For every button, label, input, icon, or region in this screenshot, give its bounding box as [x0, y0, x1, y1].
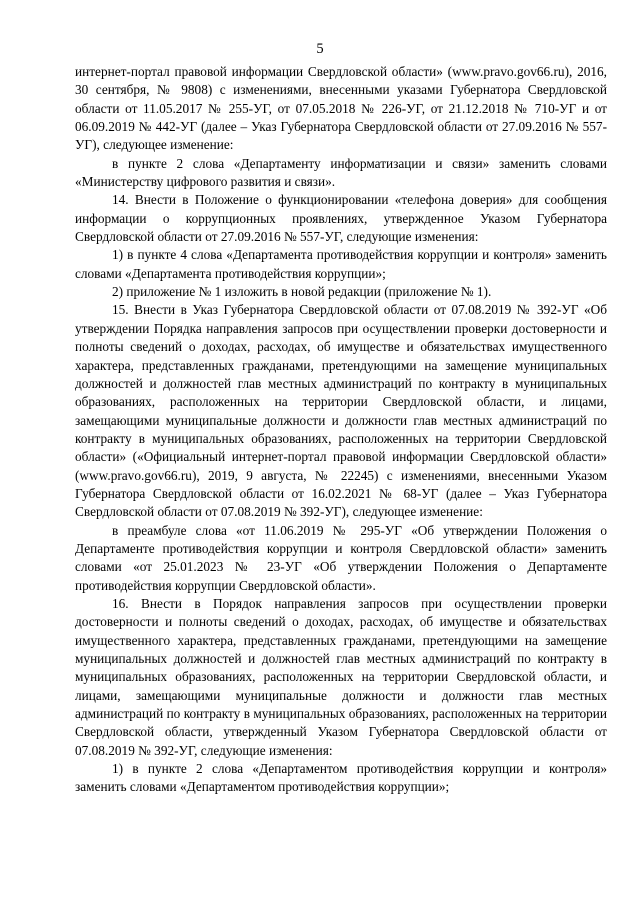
page-number: 5 — [316, 41, 324, 57]
paragraph: в пункте 2 слова «Департаменту информатизации и связи» заменить словами «Министерству цифрового развития и связи». — [75, 155, 607, 190]
paragraph: в преамбуле слова «от 11.06.2019 № 295-УГ «Об утверждении Положения о Департаменте противодействия коррупции и контроля Свердловской области» заменить словами «от 25.01.2023 № 23-УГ «Об утверждении Положения о Департаменте противодействия коррупции Свердловской области». — [75, 522, 607, 593]
paragraph-continuation: интернет-портал правовой информации Свердловской области» (www.pravo.gov66.ru), 2016, 30 сентября, № 9808) с изменениями, внесенными указами Губернатора Свердловской области от 11.05.2017 № 255-УГ, от 07.05.2018 № 226-УГ, от 21.12.2018 № 710-УГ и от 06.09.2019 № 442-УГ (далее – Указ Губернатора Свердловской области от 27.09.2016 № 557-УГ), следующее изменение: — [75, 64, 607, 153]
paragraph-item-14: 14. Внести в Положение о функционировании «телефона доверия» для сообщения информации о коррупционных проявлениях, утвержденное Указом Губернатора Свердловской области от 27.09.2016 № 557-УГ, следующие изменения: — [75, 192, 607, 245]
paragraph-subitem: 1) в пункте 4 слова «Департамента противодействия коррупции и контроля» заменить словами «Департамента противодействия коррупции»; — [75, 247, 607, 281]
paragraph-item-15: 15. Внести в Указ Губернатора Свердловской области от 07.08.2019 № 392-УГ «Об утверждении Порядка направления запросов при осуществлении проверки достоверности и полноты сведений о доходах, расходах, об имуществе и обязательствах имущественного характера, представленных гражданами, претендующими на замещение муниципальных должностей и должностей глав местных администраций по контракту в муниципальных образованиях, расположенных на территории Свердловской области, и лицами, замещающими муниципальные должности и должности глав местных администраций по контракту в муниципальных образованиях, расположенных на территории Свердловской области» («Официальный интернет-портал правовой информации Свердловской области» (www.pravo.gov66.ru), 2019, 9 августа, № 22245) с изменениями, внесенными Указом Губернатора Свердловской области от 16.02.2021 № 68-УГ (далее – Указ Губернатора Свердловской области от 07.08.2019 № 392-УГ), следующее изменение: — [75, 302, 607, 520]
document-body — [75, 63, 607, 797]
paragraph-subitem: 2) приложение № 1 изложить в новой редакции (приложение № 1). — [112, 284, 492, 300]
paragraph-subitem: 1) в пункте 2 слова «Департаментом противодействия коррупции и контроля» заменить словами «Департаментом противодействия коррупции»; — [75, 761, 607, 795]
paragraph-item-16: 16. Внести в Порядок направления запросов при осуществлении проверки достоверности и полноты сведений о доходах, расходах, об имуществе и обязательствах имущественного характера, представленных гражданами, претендующими на замещение муниципальных должностей и должностей глав местных администраций по контракту в муниципальных образованиях, расположенных на территории Свердловской области, и лицами, замещающими муниципальные должности и должности глав местных администраций по контракту в муниципальных образованиях, расположенных на территории Свердловской области, утвержденный Указом Губернатора Свердловской области от 07.08.2019 № 392-УГ, следующие изменения: — [75, 595, 607, 758]
